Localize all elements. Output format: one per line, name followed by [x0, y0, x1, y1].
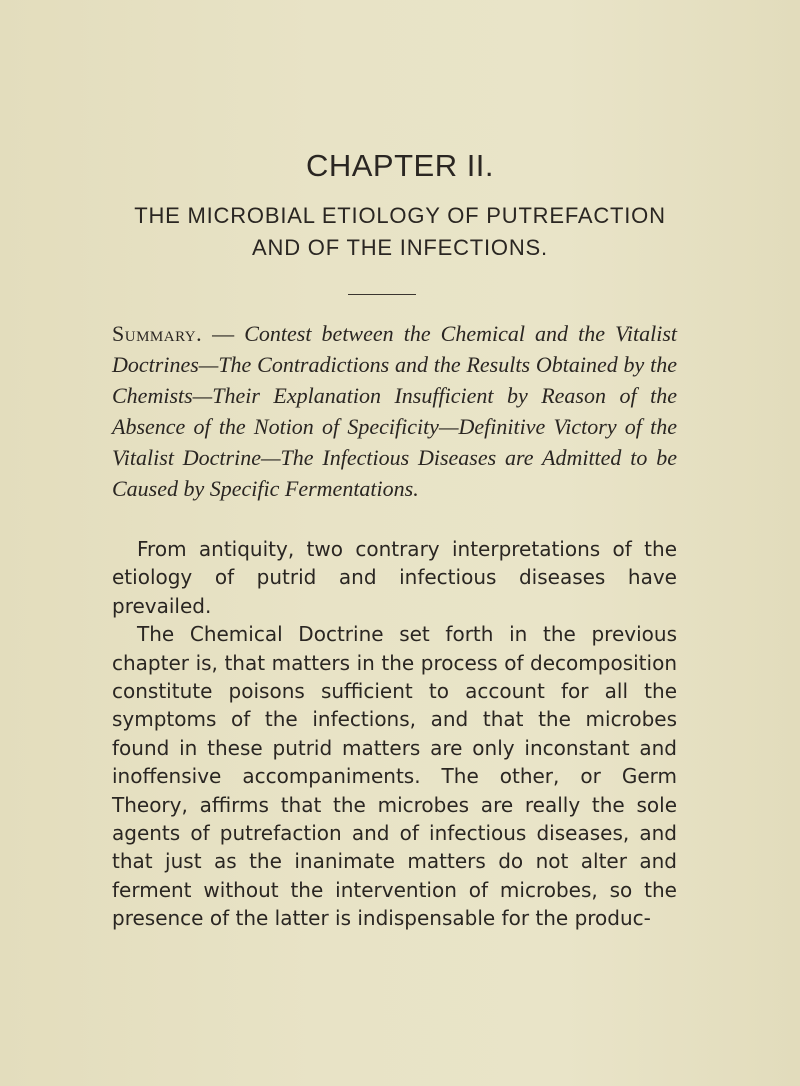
summary-text: Contest between the Chemical and the Vitalist Doctrines—The Contradictions and the Results Obtained by the Chemists—Their Explanation Insufficient by Reason of the Absence of the Notion of Specificity—Definitive Victory of the Vitalist Doctrine—The Infectious Diseases are Admitted to be Caused by Specific Fermentations.	[112, 321, 677, 501]
chapter-subtitle-line-1: THE MICROBIAL ETIOLOGY OF PUTREFACTION	[134, 203, 666, 228]
summary-dash: —	[202, 321, 245, 346]
chapter-title: CHAPTER II.	[305, 148, 495, 183]
summary-label: Summary.	[112, 321, 203, 346]
section-divider	[348, 294, 416, 295]
paragraph-2: The Chemical Doctrine set forth in the previous chapter is, that matters in the process of decomposition constitute poisons sufficient to account for all the symptoms of the infections, and that the microbes found in these putrid matters are only inconstant and inoffensive accompaniments. The other, or Germ Theory, affirms that the microbes are really the sole agents of putrefaction and of infectious diseases, and that just as the inanimate matters do not alter and ferment without the intervention of microbes, so the presence of the latter is indispensable for the produc-	[112, 622, 677, 931]
paragraph-1: From antiquity, two contrary interpretations of the etiology of putrid and infectious diseases have prevailed.	[112, 537, 677, 618]
body-text	[112, 535, 677, 933]
chapter-summary	[112, 318, 677, 504]
chapter-subtitle-line-2: AND OF THE INFECTIONS.	[252, 235, 548, 260]
